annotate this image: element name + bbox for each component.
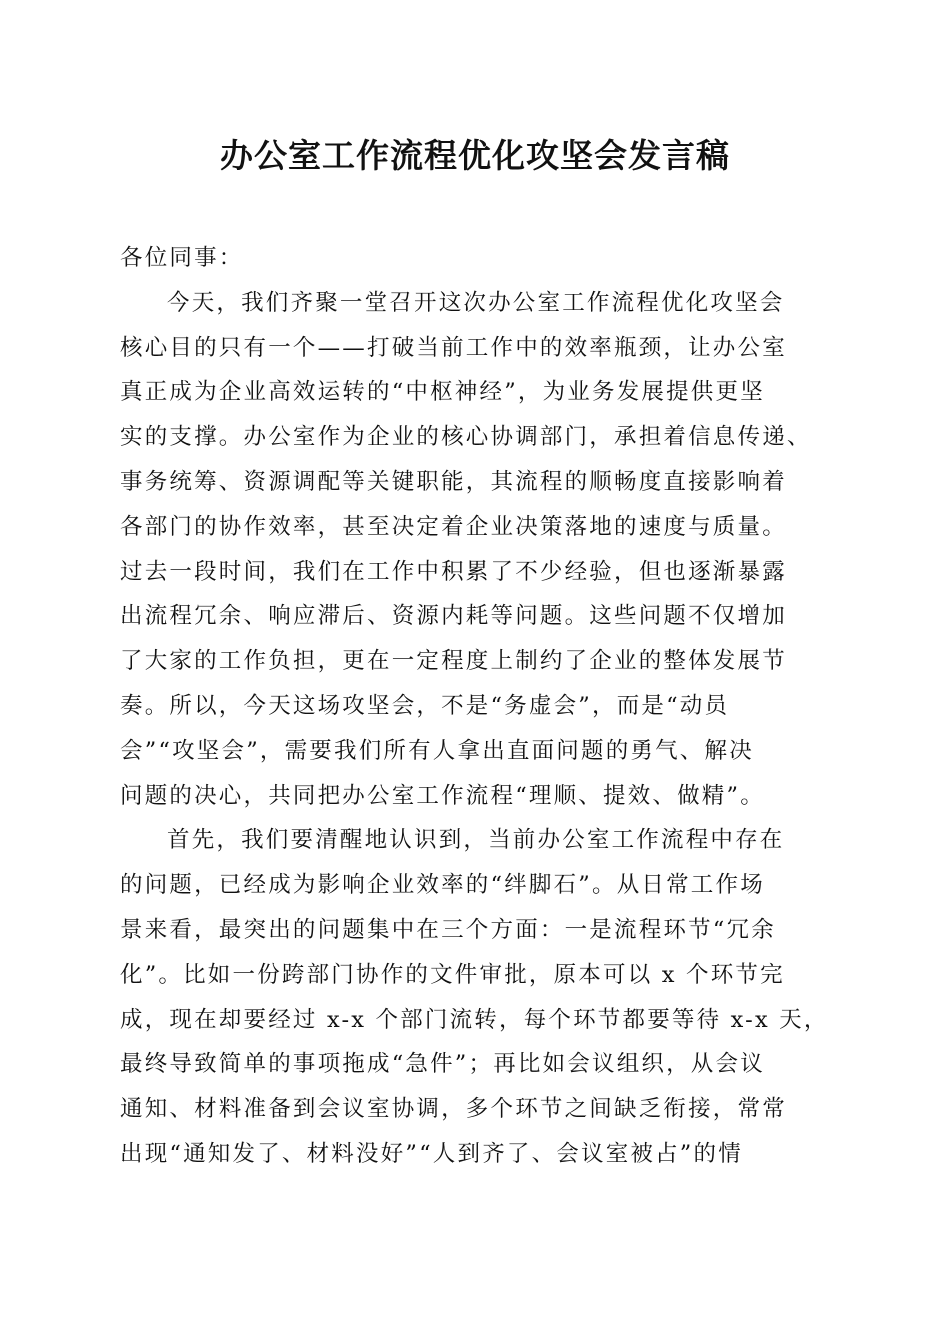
- text-line: 实的支撑。办公室作为企业的核心协调部门，承担着信息传递、: [120, 424, 812, 451]
- text-line: 真正成为企业高效运转的“中枢神经”，为业务发展提供更坚: [120, 379, 765, 406]
- text-line: 最终导致简单的事项拖成“急件”；再比如会议组织，从会议: [120, 1051, 765, 1078]
- text-line: 景来看，最突出的问题集中在三个方面：一是流程环节“冗余: [120, 916, 776, 943]
- text-line: 会”“攻坚会”，需要我们所有人拿出直面问题的勇气、解决: [120, 737, 754, 764]
- text-line: 化”。比如一份跨部门协作的文件审批，原本可以 x 个环节完: [120, 961, 785, 988]
- text-line: 的问题，已经成为影响企业效率的“绊脚石”。从日常工作场: [120, 872, 765, 899]
- text-line: 通知、材料准备到会议室协调，多个环节之间缺乏衔接，常常: [120, 1096, 787, 1123]
- text-line: 奏。所以，今天这场攻坚会，不是“务虚会”，而是“动员: [120, 692, 730, 719]
- text-line: 核心目的只有一个——打破当前工作中的效率瓶颈，让办公室: [120, 334, 787, 361]
- text-line: 各部门的协作效率，甚至决定着企业决策落地的速度与质量。: [120, 513, 787, 540]
- text-line: 出流程冗余、响应滞后、资源内耗等问题。这些问题不仅增加: [120, 603, 787, 630]
- text-line: 成，现在却要经过 x-x 个部门流转，每个环节都要等待 x-x 天，: [120, 1006, 829, 1033]
- text-line: 事务统筹、资源调配等关键职能，其流程的顺畅度直接影响着: [120, 468, 787, 495]
- text-line: 首先，我们要清醒地认识到，当前办公室工作流程中存在: [167, 827, 785, 854]
- document-body: [120, 236, 835, 1177]
- document-title: 办公室工作流程优化攻坚会发言稿: [220, 136, 730, 175]
- text-line: 今天，我们齐聚一堂召开这次办公室工作流程优化攻坚会: [167, 289, 785, 316]
- salutation: 各位同事：: [120, 245, 244, 271]
- text-line: 了大家的工作负担，更在一定程度上制约了企业的整体发展节: [120, 648, 787, 675]
- text-line: 出现“通知发了、材料没好”“人到齐了、会议室被占”的情: [120, 1140, 743, 1167]
- text-line: 过去一段时间，我们在工作中积累了不少经验，但也逐渐暴露: [120, 558, 787, 585]
- text-line: 问题的决心，共同把办公室工作流程“理顺、提效、做精”。: [120, 782, 765, 809]
- paragraph-lines: [120, 281, 835, 1177]
